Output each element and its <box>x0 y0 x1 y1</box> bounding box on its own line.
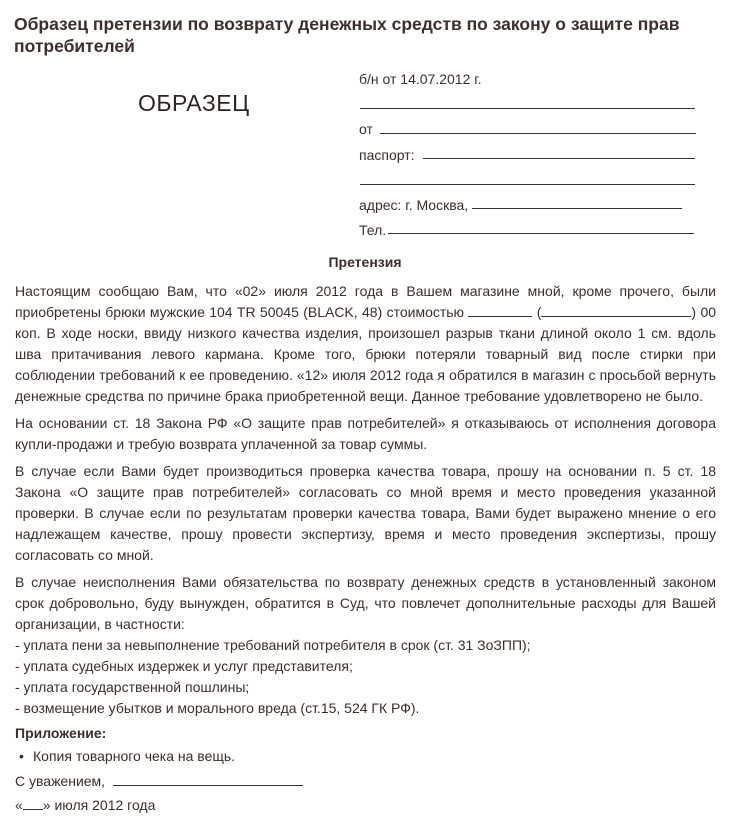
day-blank <box>23 797 43 810</box>
date-line <box>15 795 716 816</box>
list-item: - уплата пени за невыполнение требований потребителя в срок (ст. 31 ЗоЗПП); <box>15 637 531 653</box>
passport-blank-line-2 <box>360 184 695 185</box>
list-item: - уплата государственной пошлины; <box>15 679 250 695</box>
bullet-icon: • <box>19 748 24 764</box>
paragraph-2: На основании ст. 18 Закона РФ «О защите прав потребителей» я отказываюсь от исполнения договора купли-продажи и требую возврата уплаченной за товар суммы. <box>15 415 716 452</box>
date-open: « <box>15 797 23 813</box>
paragraph-1-text: Настоящим сообщаю Вам, что «02» июля 2012 года в Вашем магазине мной, кроме прочего, были приобретены брюки мужские 104 TR 50045 (BLACK, 48) стоимостью <box>15 283 716 320</box>
annex-item-text: Копия товарного чека на вещь. <box>33 748 236 764</box>
passport-blank-line <box>423 158 695 159</box>
address-label: адрес: г. Москва, <box>359 197 469 213</box>
price-blank <box>468 304 532 317</box>
claim-number-date: б/н от 14.07.2012 г. <box>359 71 482 87</box>
from-blank-line <box>380 133 696 134</box>
sample-stamp: ОБРАЗЕЦ <box>138 90 250 116</box>
regards-text: С уважением, <box>15 773 106 789</box>
address-blank-line <box>472 208 682 209</box>
list-item: - уплата судебных издержек и услуг представителя; <box>15 658 353 674</box>
list-item: - возмещение убытков и морального вреда (ст.15, 524 ГК РФ). <box>15 700 420 716</box>
price-words-blank <box>541 304 691 317</box>
section-title: Претензия <box>328 254 402 270</box>
passport-label: паспорт: <box>359 147 415 163</box>
regards-line <box>15 771 716 792</box>
from-label: от <box>359 121 373 137</box>
annex-title: Приложение: <box>15 725 107 741</box>
paragraph-1 <box>15 281 716 407</box>
signature-blank <box>113 773 303 786</box>
date-rest: » июля 2012 года <box>42 797 156 813</box>
claim-body <box>15 281 716 819</box>
phone-label: Тел. <box>359 222 387 238</box>
paren-open: ( <box>536 304 542 320</box>
paragraph-3: В случае если Вами будет производиться проверка качества товара, прошу на основании п. 5 ст. 18 Закона «О защите прав потребителей» согласовать со мной время и место проведения указанной проверки. В случае если по результатам проверки качества товара, Вами будет выражено мнение о его надлежащем качестве, прошу провести экспертизу, время и место проведения экспертизы, прошу согласовать со мной. <box>15 463 716 563</box>
paragraph-1-rest: 00 коп. В ходе носки, ввиду низкого качества изделия, произошел разрыв ткани длиной около 1 см. вдоль шва притачивания левого кармана. Кроме того, брюки потеряли товарный вид после стирки при соблюдении требований к ее проведению. «12» июля 2012 года я обратился в магазин с просьбой вернуть денежные средства по причине брака приобретенной вещи. Данное требование удовлетворено не было. <box>15 304 717 404</box>
page-title: Образец претензии по возврату денежных средств по закону о защите прав потребителей <box>14 14 680 56</box>
phone-blank-line <box>388 233 694 234</box>
paren-close: ) <box>691 304 697 320</box>
paragraph-4: В случае неисполнения Вами обязательства по возврату денежных средств в установленный законом срок добровольно, буду вынужден, обратится в Суд, что повлечет дополнительные расходы для Вашей организации, в частности: <box>15 574 716 632</box>
recipient-blank-line <box>360 108 695 109</box>
annex-item <box>19 746 716 767</box>
